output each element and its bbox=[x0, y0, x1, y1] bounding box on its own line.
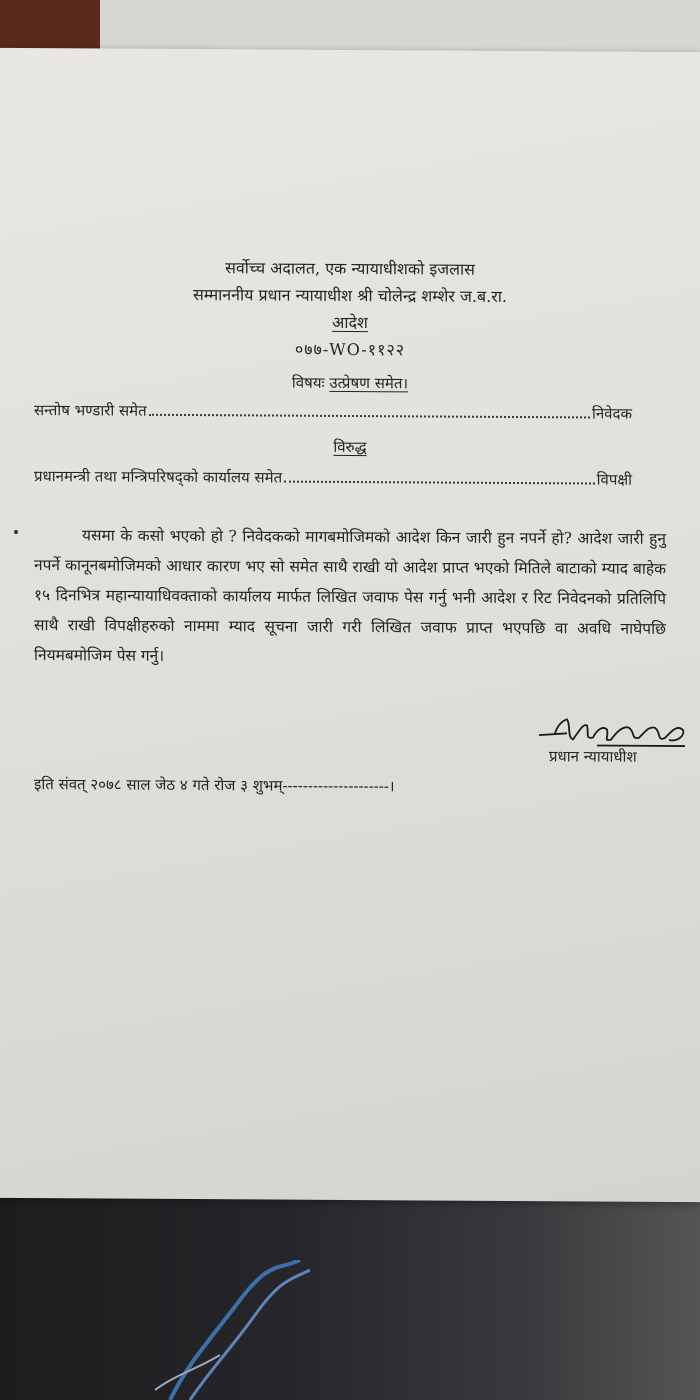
case-number: ०७७-WO-११२२ bbox=[294, 339, 406, 360]
court-title: सर्वोच्च अदालत, एक न्यायाधीशको इजलास bbox=[225, 258, 475, 279]
order-heading: आदेश bbox=[332, 312, 368, 333]
document-page bbox=[0, 48, 700, 1202]
respondent-row bbox=[34, 466, 632, 490]
judge-line: सम्माननीय प्रधान न्यायाधीश श्री चोलेन्द्र शम्शेर ज.ब.रा. bbox=[192, 285, 508, 306]
cable-image bbox=[150, 1260, 310, 1400]
signature-title: प्रधान न्यायाधीश bbox=[549, 747, 637, 766]
background-floor bbox=[0, 1190, 700, 1400]
petitioner-name: सन्तोष भण्डारी समेत bbox=[34, 401, 147, 420]
subject-value: उत्प्रेषण समेत। bbox=[329, 373, 409, 393]
punch-mark bbox=[14, 530, 18, 534]
petitioner-role: निवेदक bbox=[591, 404, 632, 423]
subject-line bbox=[0, 371, 700, 395]
dotted-leader bbox=[284, 480, 594, 485]
petitioner-row bbox=[34, 400, 632, 424]
date-line: इति संवत् २०७८ साल जेठ ४ गते रोज ३ शुभम्---------------------। bbox=[34, 775, 395, 796]
versus-label: विरुद्ध bbox=[333, 437, 367, 457]
order-body: यसमा के कसो भएको हो ? निवेदकको मागबमोजिमको आदेश किन जारी हुन नपर्ने हो? आदेश जारी हुनु नपर्ने कानूनबमोजिमको आधार कारण भए सो समेत साथै राखी यो आदेश प्राप्त भएको मितिले बाटाको म्याद बाहेक १५ दिनभित्र महान्यायाधिवक्ताको कार्यालय मार्फत लिखित जवाफ पेस गर्नु भनी आदेश र रिट निवेदनको प्रतिलिपि साथै राखी विपक्षीहरुको नाममा म्याद सूचना जारी गरी लिखित जवाफ प्राप्त भएपछि वा अवधि नाघेपछि नियमबमोजिम पेस गर्नु। bbox=[34, 526, 666, 665]
dotted-leader bbox=[149, 413, 590, 419]
subject-label: विषयः bbox=[291, 373, 325, 392]
respondent-role: विपक्षी bbox=[596, 470, 632, 489]
respondent-name: प्रधानमन्त्री तथा मन्त्रिपरिषद्‌को कार्यालय समेत bbox=[34, 467, 283, 487]
